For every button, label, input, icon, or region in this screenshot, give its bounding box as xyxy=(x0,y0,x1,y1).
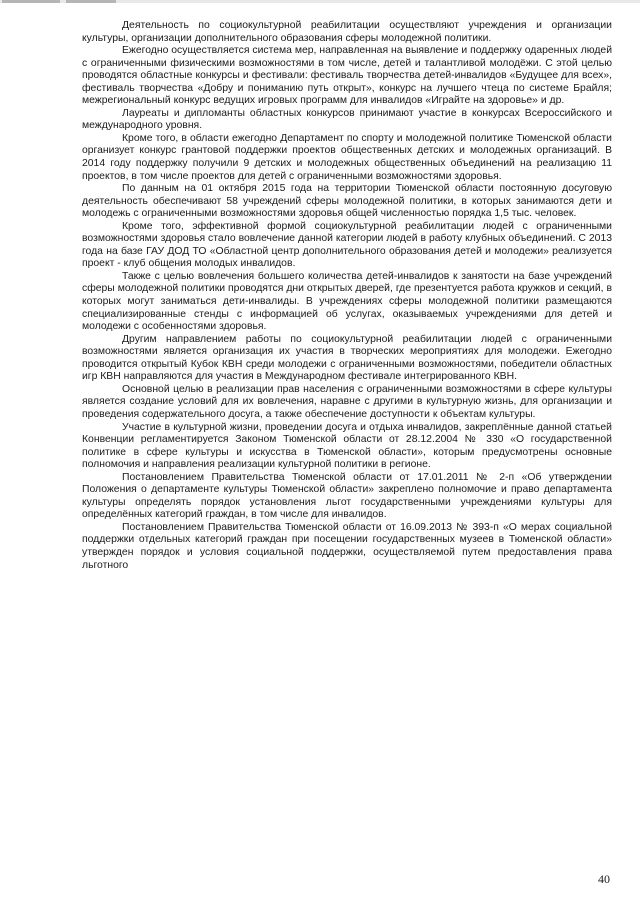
paragraph-open-days: Также с целью вовлечения большего количества детей-инвалидов к занятости на базе учреждений сферы молодежной политики проводятся дни открытых дверей, где презентуется работа кружков и секций, в которых могут заниматься дети-инвалиды. В учреждениях сферы молодежной политики размещаются специализированные стенды с информацией об услугах, оказываемых учреждениями для детей и молодежи с особенностями здоровья. xyxy=(82,270,612,333)
paragraph-kvn: Другим направлением работы по социокультурной реабилитации людей с ограниченными возможностями является организация их участия в творческих мероприятиях для молодежи. Ежегодно проводится открытый Кубок КВН среди молодежи с ограниченными возможностями, победители областных игр КВН направляются для участия в Международном фестивале интегрированного КВН. xyxy=(82,333,612,383)
paragraph-laureates: Лауреаты и дипломанты областных конкурсов принимают участие в конкурсах Всероссийского и международного уровня. xyxy=(82,107,612,132)
document-page xyxy=(82,20,612,572)
paragraph-club-associations: Кроме того, эффективной формой социокультурной реабилитации людей с ограниченными возможностями здоровья стало вовлечение данной категории людей в работу клубных объединений. С 2013 года на базе ГАУ ДОД ТО «Областной центр дополнительного образования детей и молодежи» реализуется проект - клуб общения молодых инвалидов. xyxy=(82,220,612,270)
scan-mark-left xyxy=(2,0,60,3)
paragraph-sociocultural-rehab: Деятельность по социокультурной реабилитации осуществляют учреждения и организации культуры, организации дополнительного образования сферы молодежной политики. xyxy=(82,20,612,44)
paragraph-cultural-life-law: Участие в культурной жизни, проведении досуга и отдыха инвалидов, закреплённые данной статьей Конвенции регламентируется Законом Тюменской области от 28.12.2004 № 330 «О государственной политике в сфере культуры и искусства в Тюменской области», которым предусмотрены основные полномочия и направления реализации культурной политики в регионе. xyxy=(82,421,612,471)
paragraph-grant-contest: Кроме того, в области ежегодно Департамент по спорту и молодежной политике Тюменской области организует конкурс грантовой поддержки проектов общественных детских и молодежных организаций. В 2014 году поддержку получили 9 детских и молодежных общественных объединений на реализацию 11 проектов, в том числе проектов для детей с ограниченными возможностями здоровья. xyxy=(82,132,612,182)
paragraph-institutions-count: По данным на 01 октября 2015 года на территории Тюменской области постоянную досуговую деятельность обеспечивают 58 учреждений сферы молодежной политики, в которых занимаются дети и молодежь с ограниченными возможностями здоровья общей численностью порядка 1,5 тыс. человек. xyxy=(82,183,612,220)
scan-mark-right xyxy=(66,0,116,3)
paragraph-resolution-2013: Постановлением Правительства Тюменской области от 16.09.2013 № 393-п «О мерах социальной поддержки отдельных категорий граждан при посещении государственных музеев в Тюменской области» утвержден порядок и условия социальной поддержки, осуществляемой путем предоставления права льготного xyxy=(82,521,612,571)
paragraph-gifted-support: Ежегодно осуществляется система мер, направленная на выявление и поддержку одаренных людей с ограниченными физическими возможностями в том числе, детей и талантливой молодёжи. С этой целью проводятся областные конкурсы и фестивали: фестиваль творчества детей-инвалидов «Будущее для всех», фестиваль творчества «Добру и пониманию путь открыт», конкурс на лучшего чтеца по системе Брайля; межрегиональный конкурс ведущих игровых программ для инвалидов «Играйте на здоровье» и др. xyxy=(82,45,612,107)
page-number: 40 xyxy=(598,872,610,886)
paragraph-resolution-2011: Постановлением Правительства Тюменской области от 17.01.2011 № 2-п «Об утверждении Положения о департаменте культуры Тюменской области» закреплено полномочие и право департамента культуры определять порядок установления льгот государственными учреждениями культуры для определённых категорий граждан, в том числе для инвалидов. xyxy=(82,471,612,521)
paragraph-main-goal: Основной целью в реализации прав населения с ограниченными возможностями в сфере культуры является создание условий для их вовлечения, наравне с другими в культурную жизнь, для организации и проведения содержательного досуга, а также обеспечение доступности к объектам культуры. xyxy=(82,383,612,420)
